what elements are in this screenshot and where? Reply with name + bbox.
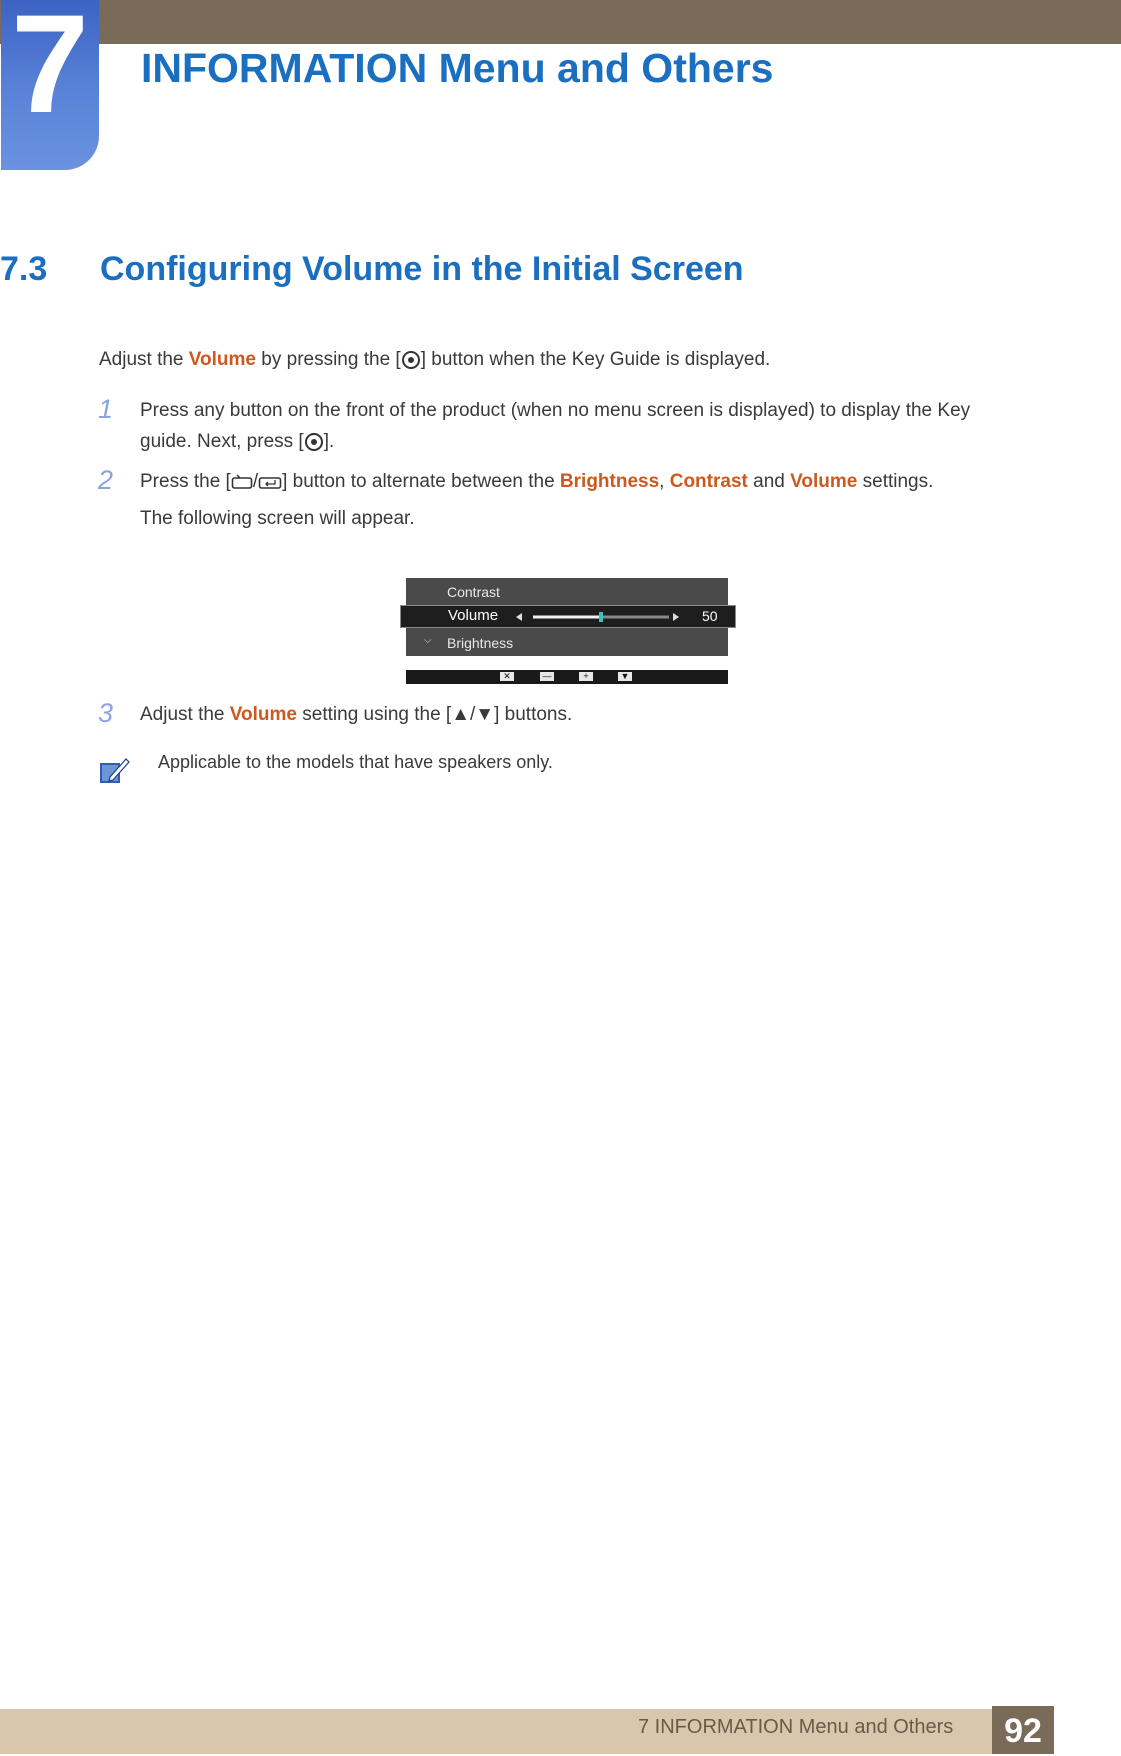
osd-volume-screenshot	[400, 576, 730, 686]
chevron-down-icon: ⌵	[424, 635, 432, 646]
intro-text: by pressing the [	[256, 349, 401, 370]
step-text: ] buttons.	[494, 704, 573, 725]
step-text: Press the [	[140, 471, 231, 492]
jog-button-icon	[402, 351, 420, 369]
top-band	[0, 0, 1121, 44]
down-key-icon: ▼	[618, 672, 632, 681]
footer-chapter-title: 7 INFORMATION Menu and Others	[638, 1716, 954, 1738]
close-key-icon: ✕	[500, 672, 514, 681]
jog-button-icon	[305, 433, 323, 451]
step-text: settings.	[857, 471, 934, 492]
step-text: Adjust the	[140, 704, 230, 725]
step-text: and	[747, 471, 791, 492]
chapter-number: 7	[11, 0, 89, 142]
osd-row-contrast	[406, 578, 728, 606]
step-number: 1	[98, 394, 114, 424]
left-arrow-icon	[516, 613, 522, 621]
up-down-arrow-icon: ▲/▼	[451, 704, 495, 725]
section-number: 7.3	[0, 250, 48, 288]
chapter-tab	[1, 0, 99, 170]
volume-term: Volume	[229, 704, 297, 725]
contrast-term: Contrast	[669, 471, 748, 492]
osd-label: Contrast	[447, 584, 500, 600]
chapter-title: INFORMATION Menu and Others	[141, 45, 774, 91]
right-arrow-icon	[673, 613, 679, 621]
volume-term: Volume	[188, 349, 256, 370]
osd-label: Volume	[448, 607, 499, 624]
section-title: Configuring Volume in the Initial Screen	[100, 250, 744, 288]
page-number: 92	[992, 1706, 1054, 1754]
volume-slider	[516, 611, 686, 623]
enter-icon	[258, 470, 282, 500]
source-menu-icon	[231, 470, 253, 500]
brightness-term: Brightness	[559, 471, 660, 492]
minus-key-icon: —	[540, 672, 554, 681]
step-text: setting using the [	[297, 704, 452, 725]
note-text: Applicable to the models that have speakers only.	[158, 752, 553, 772]
step-number: 2	[98, 465, 114, 495]
step-2-subtext: The following screen will appear.	[140, 508, 415, 529]
plus-key-icon: +	[579, 672, 593, 681]
slider-fill	[533, 616, 601, 619]
note-pencil-icon	[98, 755, 130, 787]
step-text: ] button to alternate between the	[282, 471, 560, 492]
step-number: 3	[98, 698, 114, 728]
volume-term: Volume	[790, 471, 858, 492]
step-3-line	[140, 700, 572, 730]
step-1-line-2	[140, 427, 334, 457]
step-1-line-1: Press any button on the front of the product (when no menu screen is displayed) to display the Key	[140, 400, 971, 421]
step-text: ].	[323, 431, 335, 452]
intro-paragraph	[99, 345, 770, 375]
step-text: ,	[659, 471, 670, 492]
osd-key-guide	[406, 670, 728, 684]
osd-row-brightness	[406, 628, 728, 656]
step-2-line	[140, 467, 933, 500]
intro-text: Adjust the	[99, 349, 189, 370]
osd-value: 50	[702, 608, 718, 624]
osd-row-volume	[400, 605, 736, 628]
slider-thumb	[599, 612, 603, 622]
intro-text: ] button when the Key Guide is displayed.	[420, 349, 771, 370]
step-text: /	[252, 471, 259, 492]
step-text: guide. Next, press [	[140, 431, 304, 452]
osd-label: Brightness	[447, 635, 514, 651]
